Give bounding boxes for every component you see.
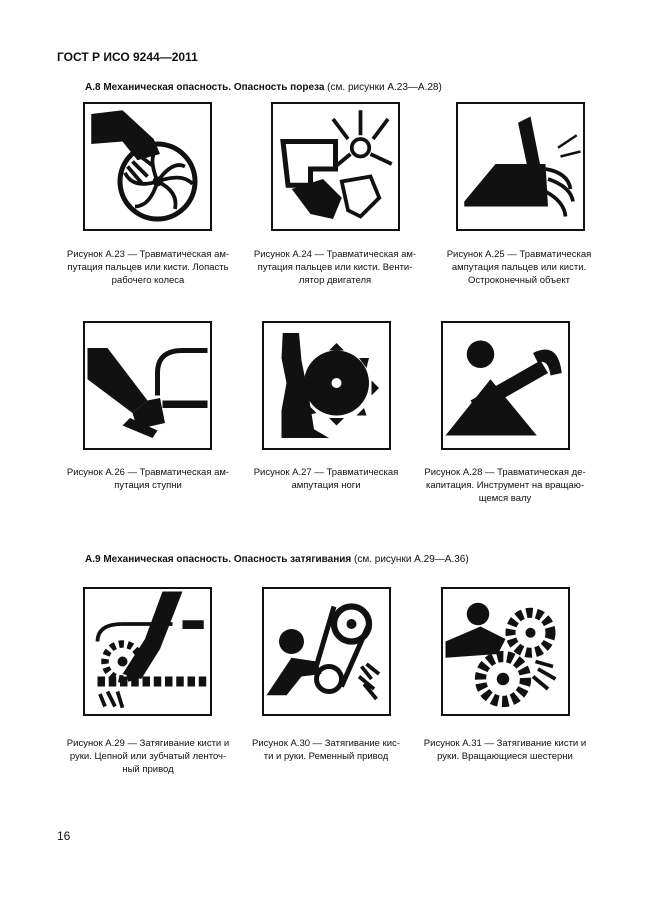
figure-a24-pictogram	[271, 102, 400, 231]
figure-a29-caption	[58, 737, 238, 776]
figure-a31-caption	[415, 737, 595, 763]
figure-a25-caption	[429, 248, 609, 287]
caption-line: ампутация пальцев или кисти.	[451, 262, 587, 273]
chain-belt-hand-icon	[85, 589, 210, 714]
page-number: 16	[57, 829, 71, 843]
caption-line: руки. Вращающиеся шестерни	[437, 751, 573, 762]
caption-line: Рисунок А.23 — Травматическая ам-	[66, 249, 230, 260]
caption-line: рабочего колеса	[111, 275, 185, 286]
caption-line: капитация. Инструмент на вращаю-	[425, 480, 585, 491]
caption-line: Рисунок А.30 — Затягивание кис-	[252, 738, 400, 749]
caption-line: Остроконечный объект	[467, 275, 571, 286]
caption-line: ампутация ноги	[291, 480, 361, 491]
figure-a24-caption	[245, 248, 425, 287]
figure-a29-pictogram	[83, 587, 212, 716]
caption-line: Рисунок А.27 — Травматическая	[253, 467, 399, 478]
section-a8-ref: (см. рисунки А.23—А.28)	[324, 82, 442, 93]
figure-a26-caption	[58, 466, 238, 492]
foot-amputation-icon	[85, 323, 210, 448]
caption-line: путация пальцев или кисти. Венти-	[257, 262, 413, 273]
caption-line: Рисунок А.25 — Травматическая	[446, 249, 592, 260]
figure-a26-pictogram	[83, 321, 212, 450]
caption-line: Рисунок А.28 — Травматическая де-	[424, 467, 586, 478]
sharp-object-hand-icon	[458, 104, 583, 229]
figure-a28-pictogram	[441, 321, 570, 450]
figure-a30-pictogram	[262, 587, 391, 716]
belt-drive-hand-icon	[264, 589, 389, 714]
fan-blade-hand-icon	[85, 104, 210, 229]
section-a9-ref: (см. рисунки А.29—А.36)	[351, 554, 469, 565]
section-a8-title: А.8 Механическая опасность. Опасность пореза	[85, 82, 325, 93]
caption-line: Рисунок А.31 — Затягивание кисти и	[423, 738, 587, 749]
figure-a30-caption	[236, 737, 416, 763]
figure-a27-pictogram	[262, 321, 391, 450]
figure-a27-caption	[236, 466, 416, 492]
caption-line: путация ступни	[114, 480, 182, 491]
engine-fan-hand-icon	[273, 104, 398, 229]
figure-a31-pictogram	[441, 587, 570, 716]
figure-a23-pictogram	[83, 102, 212, 231]
caption-line: щемся валу	[478, 493, 532, 504]
figure-a25-pictogram	[456, 102, 585, 231]
section-a8-heading	[85, 82, 442, 93]
figure-a28-caption	[415, 466, 595, 505]
caption-line: Рисунок А.26 — Травматическая ам-	[66, 467, 230, 478]
figure-a23-caption	[58, 248, 238, 287]
section-a9-heading	[85, 554, 469, 565]
document-header: ГОСТ Р ИСО 9244—2011	[57, 50, 198, 64]
section-a9-title: А.9 Механическая опасность. Опасность затягивания	[85, 554, 352, 565]
caption-line: ный привод	[122, 764, 174, 775]
caption-line: путация пальцев или кисти. Лопасть	[67, 262, 229, 273]
decapitation-shaft-icon	[443, 323, 568, 448]
leg-saw-icon	[264, 323, 389, 448]
gears-hand-icon	[443, 589, 568, 714]
caption-line: руки. Цепной или зубчатый ленточ-	[69, 751, 227, 762]
caption-line: ти и руки. Ременный привод	[263, 751, 389, 762]
caption-line: Рисунок А.29 — Затягивание кисти и	[66, 738, 230, 749]
caption-line: лятор двигателя	[298, 275, 372, 286]
caption-line: Рисунок А.24 — Травматическая ам-	[253, 249, 417, 260]
